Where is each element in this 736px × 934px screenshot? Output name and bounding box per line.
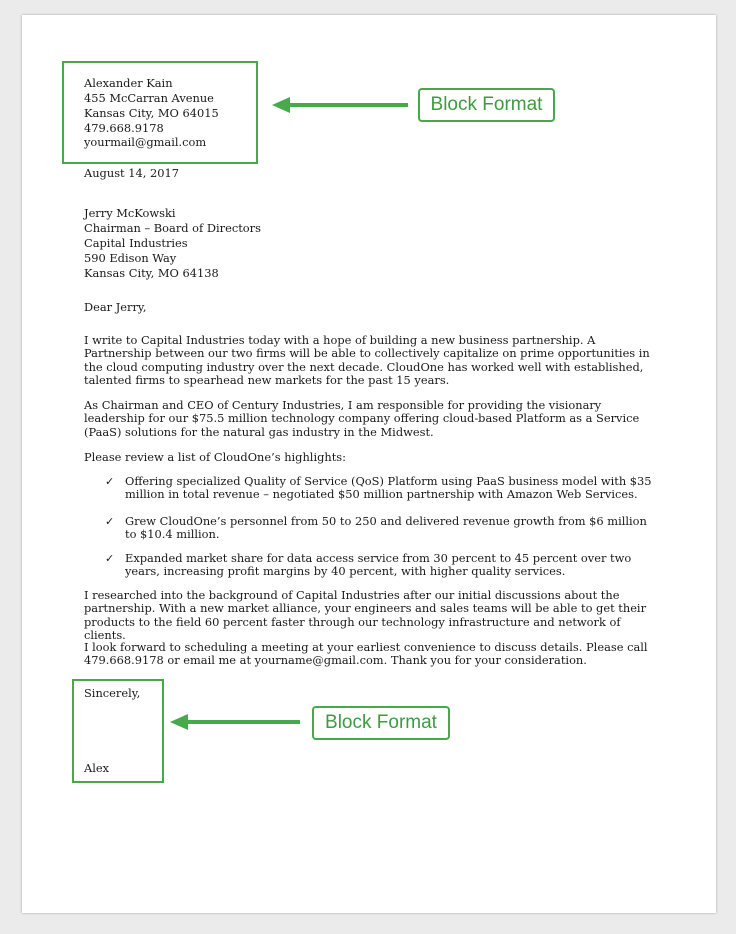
header-highlight-box bbox=[62, 61, 258, 164]
arrow-left-icon bbox=[168, 711, 302, 733]
body-paragraph-3: I researched into the background of Capital Industries after our initial discussions about the partnership. With a new market alliance, your engineers and sales teams will be able to get their products to the field 60 percent faster through our technology infrastructure and network of clients. bbox=[84, 588, 647, 643]
recipient-name: Jerry McKowski bbox=[84, 206, 176, 220]
highlight-item-3: Expanded market share for data access service from 30 percent to 45 percent over two years, increasing profit margins by 40 percent, with higher quality services. bbox=[125, 551, 632, 579]
header-callout-label: Block Format bbox=[418, 88, 555, 122]
closing-highlight-box bbox=[72, 679, 164, 783]
recipient-city: Kansas City, MO 64138 bbox=[84, 266, 219, 280]
recipient-title: Chairman – Board of Directors bbox=[84, 221, 261, 235]
body-paragraph-1: I write to Capital Industries today with a hope of building a new business partnership. A Partnership between our two firms will be able to collectively capitalize on prime opportunities in the cloud computing industry over the next decade. CloudOne has worked well with established, talented firms to spearhead new markets for the past 15 years. bbox=[84, 333, 650, 388]
highlights-intro: Please review a list of CloudOne’s highlights: bbox=[84, 450, 346, 464]
checkmark-icon: ✓ bbox=[105, 515, 115, 528]
checkmark-icon: ✓ bbox=[105, 552, 115, 565]
highlight-item-1: Offering specialized Quality of Service (QoS) Platform using PaaS business model with $35 million in total revenue – negotiated $50 million partnership with Amazon Web Services. bbox=[125, 474, 652, 502]
checkmark-icon: ✓ bbox=[105, 475, 115, 488]
sender-street: 455 McCarran Avenue bbox=[84, 91, 214, 105]
sender-name: Alexander Kain bbox=[84, 76, 173, 90]
body-paragraph-4: I look forward to scheduling a meeting at your earliest convenience to discuss details. Please call 479.668.9178 or email me at yourname@gmail.com. Thank you for your consideration. bbox=[84, 640, 648, 668]
body-paragraph-2: As Chairman and CEO of Century Industries, I am responsible for providing the visionary leadership for our $75.5 million technology company offering cloud-based Platform as a Service (PaaS) solutions for the natural gas industry in the Midwest. bbox=[84, 398, 640, 439]
recipient-company: Capital Industries bbox=[84, 236, 188, 250]
recipient-street: 590 Edison Way bbox=[84, 251, 177, 265]
sender-phone: 479.668.9178 bbox=[84, 121, 164, 135]
closing-callout-label: Block Format bbox=[312, 706, 450, 740]
sender-email: yourmail@gmail.com bbox=[84, 135, 207, 149]
closing: Sincerely, bbox=[84, 686, 141, 700]
arrow-left-icon bbox=[270, 94, 410, 116]
sender-city: Kansas City, MO 64015 bbox=[84, 106, 219, 120]
highlight-item-2: Grew CloudOne’s personnel from 50 to 250 and delivered revenue growth from $6 million to $10.4 million. bbox=[125, 514, 647, 542]
signature: Alex bbox=[84, 761, 110, 775]
salutation: Dear Jerry, bbox=[84, 300, 147, 314]
letter-date: August 14, 2017 bbox=[84, 166, 179, 180]
